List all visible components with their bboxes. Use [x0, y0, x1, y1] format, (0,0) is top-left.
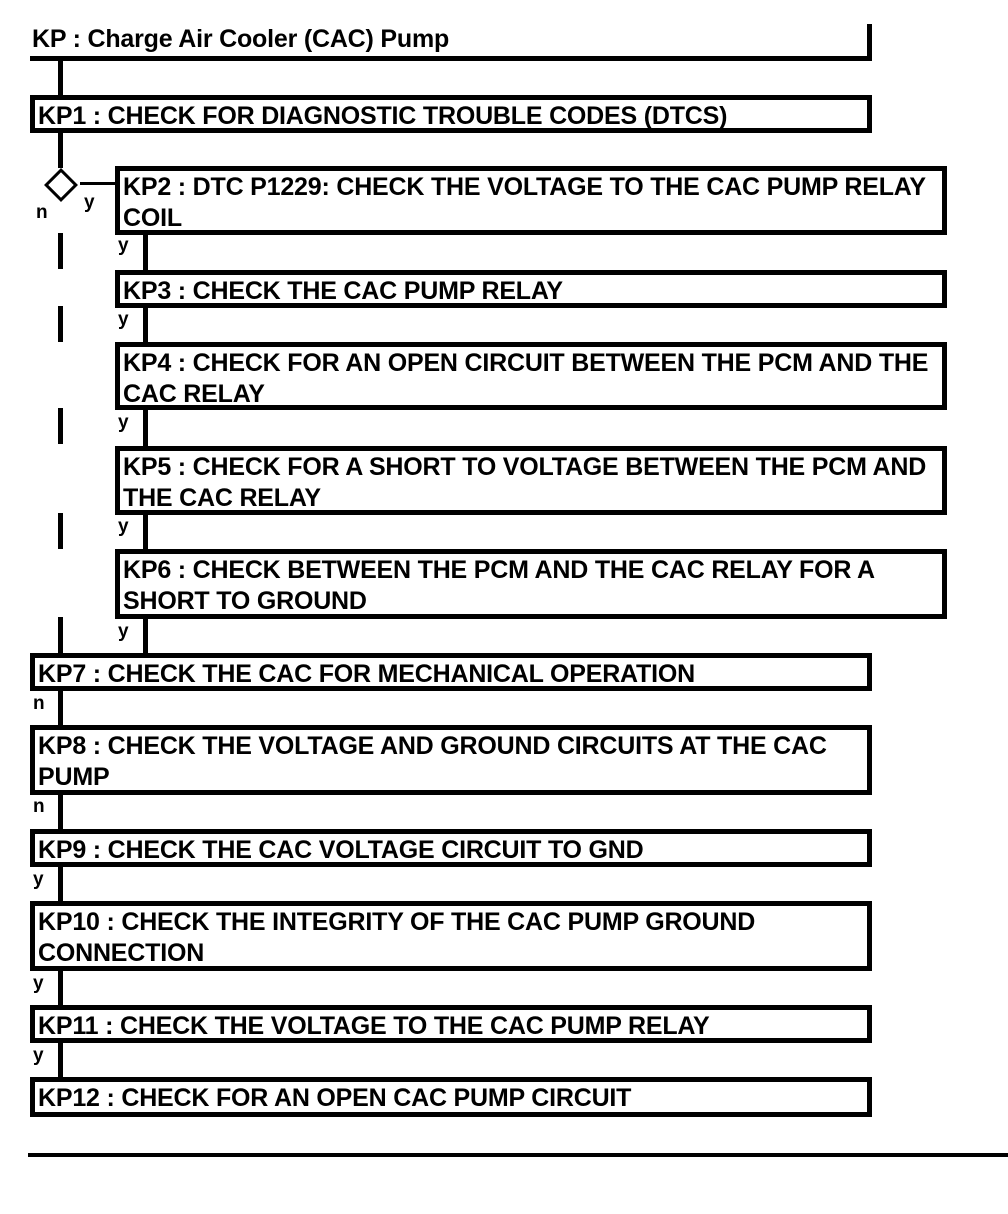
- connector-kp9-kp10: [58, 865, 63, 903]
- connector-kp4-kp5: [143, 408, 148, 446]
- no-branch-dash-5: [58, 617, 63, 655]
- connector-decision-kp2: [80, 182, 118, 185]
- step-kp9-label: KP9 : CHECK THE CAC VOLTAGE CIRCUIT TO GND: [38, 836, 644, 864]
- decision-diamond: [44, 168, 78, 202]
- step-kp1: [30, 95, 872, 133]
- step-kp7: [30, 653, 872, 691]
- step-kp5: [115, 446, 947, 515]
- step-kp12-label: KP12 : CHECK FOR AN OPEN CAC PUMP CIRCUIT: [38, 1084, 632, 1112]
- kp11-yes-label: y: [33, 1045, 44, 1066]
- step-kp3: [115, 270, 947, 308]
- kp4-yes-label: y: [118, 412, 129, 433]
- no-branch-dash-2: [58, 306, 63, 342]
- step-kp8-label: KP8 : CHECK THE VOLTAGE AND GROUND CIRCUITS AT THE CAC PUMP: [38, 732, 827, 791]
- connector-kp8-kp9: [58, 793, 63, 831]
- step-kp7-label: KP7 : CHECK THE CAC FOR MECHANICAL OPERATION: [38, 660, 695, 688]
- step-kp12: [30, 1077, 872, 1117]
- bottom-rule: [28, 1153, 1008, 1157]
- connector-kp1-decision: [58, 130, 63, 168]
- title-box: [30, 24, 872, 61]
- page-title: KP : Charge Air Cooler (CAC) Pump: [32, 25, 450, 53]
- step-kp3-label: KP3 : CHECK THE CAC PUMP RELAY: [123, 277, 563, 305]
- step-kp10-label: KP10 : CHECK THE INTEGRITY OF THE CAC PUMP GROUND CONNECTION: [38, 908, 756, 967]
- step-kp1-label: KP1 : CHECK FOR DIAGNOSTIC TROUBLE CODES (DTCS): [38, 102, 728, 130]
- step-kp6: [115, 549, 947, 619]
- connector-kp11-kp12: [58, 1041, 63, 1079]
- no-branch-dash-4: [58, 513, 63, 549]
- connector-kp6-kp7: [143, 617, 148, 655]
- decision-yes-label: y: [84, 192, 95, 213]
- step-kp10: [30, 901, 872, 971]
- connector-kp7-kp8: [58, 689, 63, 727]
- step-kp5-label: KP5 : CHECK FOR A SHORT TO VOLTAGE BETWEEN THE PCM AND THE CAC RELAY: [123, 453, 927, 512]
- step-kp4-label: KP4 : CHECK FOR AN OPEN CIRCUIT BETWEEN THE PCM AND THE CAC RELAY: [123, 349, 929, 408]
- kp2-yes-label: y: [118, 235, 129, 256]
- decision-no-label: n: [36, 202, 48, 223]
- step-kp9: [30, 829, 872, 867]
- kp6-yes-label: y: [118, 621, 129, 642]
- step-kp11: [30, 1005, 872, 1043]
- kp10-yes-label: y: [33, 973, 44, 994]
- connector-kp10-kp11: [58, 969, 63, 1007]
- kp9-yes-label: y: [33, 869, 44, 890]
- step-kp2: [115, 166, 947, 235]
- connector-kp2-kp3: [143, 233, 148, 271]
- step-kp8: [30, 725, 872, 795]
- step-kp4: [115, 342, 947, 410]
- kp7-no-label: n: [33, 693, 45, 714]
- connector-kp5-kp6: [143, 513, 148, 551]
- no-branch-dash-3: [58, 408, 63, 444]
- step-kp2-label: KP2 : DTC P1229: CHECK THE VOLTAGE TO THE CAC PUMP RELAY COIL: [123, 173, 926, 232]
- kp3-yes-label: y: [118, 309, 129, 330]
- connector-title-kp1: [58, 60, 63, 96]
- connector-kp3-kp4: [143, 306, 148, 344]
- step-kp11-label: KP11 : CHECK THE VOLTAGE TO THE CAC PUMP RELAY: [38, 1012, 710, 1040]
- kp5-yes-label: y: [118, 516, 129, 537]
- kp8-no-label: n: [33, 796, 45, 817]
- no-branch-dash-1: [58, 233, 63, 269]
- step-kp6-label: KP6 : CHECK BETWEEN THE PCM AND THE CAC RELAY FOR A SHORT TO GROUND: [123, 556, 874, 615]
